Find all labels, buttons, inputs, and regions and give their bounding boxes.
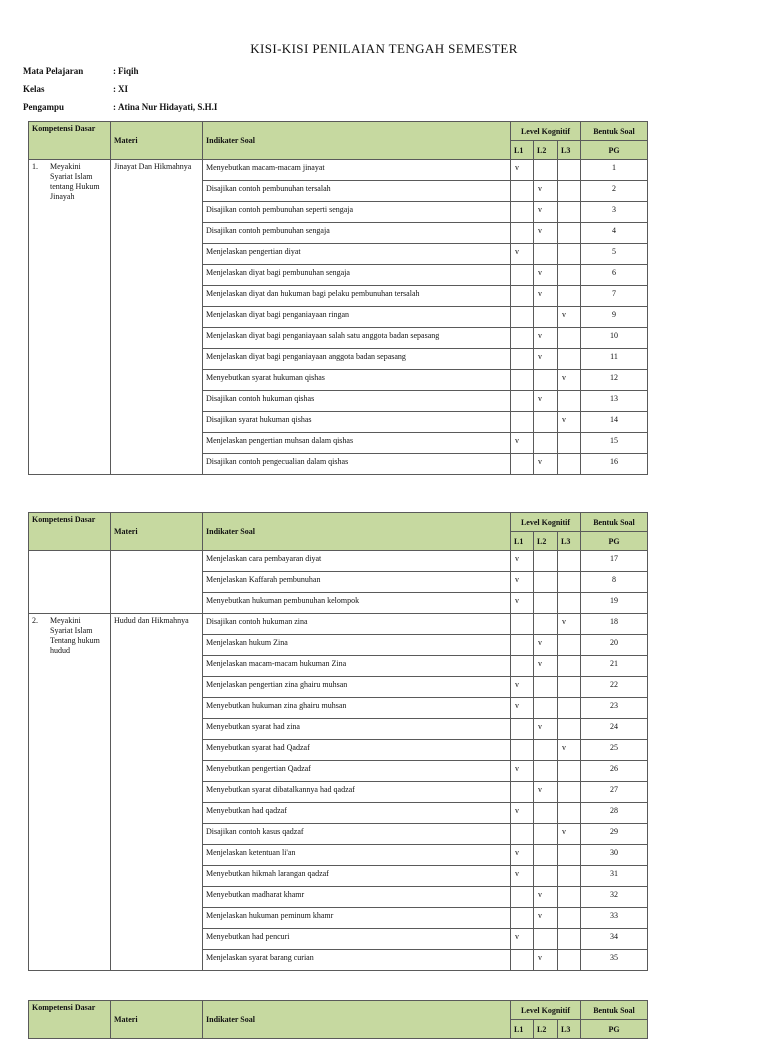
pg-number-cell: 22	[581, 677, 648, 698]
level-l3-cell	[558, 391, 581, 412]
table-body-2	[29, 551, 648, 971]
level-l1-cell: v	[511, 433, 534, 454]
level-l3-cell: v	[558, 412, 581, 433]
level-l1-cell	[511, 307, 534, 328]
header-indikator: Indikater Soal	[203, 1001, 511, 1039]
level-l3-cell	[558, 593, 581, 614]
pg-number-cell: 13	[581, 391, 648, 412]
header-kompetensi: Kompetensi Dasar	[29, 122, 111, 160]
level-l2-cell	[534, 845, 558, 866]
pg-number-cell: 27	[581, 782, 648, 803]
level-l3-cell	[558, 908, 581, 929]
indikator-cell: Menyebutkan had pencuri	[203, 929, 511, 950]
level-l1-cell	[511, 719, 534, 740]
pg-number-cell: 26	[581, 761, 648, 782]
level-l3-cell: v	[558, 307, 581, 328]
header-bentuk: Bentuk Soal	[581, 122, 648, 141]
header-level: Level Kognitif	[511, 513, 581, 532]
level-l2-cell: v	[534, 908, 558, 929]
meta-value: XI	[118, 84, 129, 94]
indikator-cell: Disajikan contoh kasus qadzaf	[203, 824, 511, 845]
level-l3-cell	[558, 286, 581, 307]
meta-label: Kelas	[23, 84, 45, 94]
level-l2-cell: v	[534, 349, 558, 370]
header-pg: PG	[581, 532, 648, 551]
indikator-cell: Menyebutkan madharat khamr	[203, 887, 511, 908]
document-title: KISI-KISI PENILAIAN TENGAH SEMESTER	[250, 41, 518, 56]
header-indikator: Indikater Soal	[203, 513, 511, 551]
level-l2-cell: v	[534, 328, 558, 349]
indikator-cell: Disajikan contoh hukuman zina	[203, 614, 511, 635]
header-l1: L1	[511, 1020, 534, 1039]
level-l1-cell	[511, 286, 534, 307]
level-l2-cell	[534, 929, 558, 950]
level-l2-cell: v	[534, 887, 558, 908]
level-l2-cell	[534, 244, 558, 265]
indikator-cell: Disajikan contoh pembunuhan seperti sengaja	[203, 202, 511, 223]
level-l1-cell: v	[511, 698, 534, 719]
level-l3-cell	[558, 551, 581, 572]
indikator-cell: Menyebutkan macam-macam jinayat	[203, 160, 511, 181]
header-l3: L3	[558, 1020, 581, 1039]
pg-number-cell: 10	[581, 328, 648, 349]
level-l1-cell	[511, 614, 534, 635]
indikator-cell: Disajikan contoh hukuman qishas	[203, 391, 511, 412]
level-l2-cell	[534, 593, 558, 614]
header-kompetensi: Kompetensi Dasar	[29, 513, 111, 551]
level-l2-cell	[534, 412, 558, 433]
level-l2-cell: v	[534, 656, 558, 677]
level-l3-cell	[558, 887, 581, 908]
header-bentuk: Bentuk Soal	[581, 1001, 648, 1020]
kompetensi-cell	[29, 614, 111, 971]
level-l1-cell: v	[511, 845, 534, 866]
level-l1-cell	[511, 656, 534, 677]
level-l2-cell: v	[534, 223, 558, 244]
pg-number-cell: 16	[581, 454, 648, 475]
indikator-cell: Disajikan contoh pembunuhan tersalah	[203, 181, 511, 202]
header-l1: L1	[511, 532, 534, 551]
level-l3-cell	[558, 181, 581, 202]
pg-number-cell: 28	[581, 803, 648, 824]
level-l1-cell: v	[511, 677, 534, 698]
level-l1-cell	[511, 265, 534, 286]
level-l2-cell: v	[534, 719, 558, 740]
level-l1-cell	[511, 391, 534, 412]
indikator-cell: Menjelaskan diyat dan hukuman bagi pelaku pembunuhan tersalah	[203, 286, 511, 307]
level-l2-cell	[534, 433, 558, 454]
header-bentuk: Bentuk Soal	[581, 513, 648, 532]
level-l3-cell	[558, 950, 581, 971]
pg-number-cell: 11	[581, 349, 648, 370]
pg-number-cell: 30	[581, 845, 648, 866]
level-l1-cell: v	[511, 803, 534, 824]
indikator-cell: Menyebutkan hikmah larangan qadzaf	[203, 866, 511, 887]
level-l2-cell: v	[534, 202, 558, 223]
level-l3-cell	[558, 929, 581, 950]
pg-number-cell: 19	[581, 593, 648, 614]
level-l2-cell	[534, 824, 558, 845]
header-l2: L2	[534, 1020, 558, 1039]
level-l3-cell: v	[558, 614, 581, 635]
indikator-cell: Menyebutkan syarat had zina	[203, 719, 511, 740]
indikator-cell: Menjelaskan cara pembayaran diyat	[203, 551, 511, 572]
header-l2: L2	[534, 141, 558, 160]
indikator-cell: Menjelaskan diyat bagi penganiayaan anggota badan sepasang	[203, 349, 511, 370]
level-l2-cell	[534, 572, 558, 593]
header-pg: PG	[581, 1020, 648, 1039]
pg-number-cell: 31	[581, 866, 648, 887]
kompetensi-text: Meyakini Syariat Islam Tentang hukum hudud	[50, 616, 100, 655]
pg-number-cell: 24	[581, 719, 648, 740]
table-row	[29, 614, 648, 635]
level-l2-cell: v	[534, 635, 558, 656]
indikator-cell: Menyebutkan hukuman zina ghairu muhsan	[203, 698, 511, 719]
level-l1-cell	[511, 824, 534, 845]
indikator-cell: Menyebutkan syarat dibatalkannya had qadzaf	[203, 782, 511, 803]
indikator-cell: Menyebutkan pengertian Qadzaf	[203, 761, 511, 782]
header-indikator: Indikater Soal	[203, 122, 511, 160]
level-l1-cell: v	[511, 866, 534, 887]
level-l2-cell: v	[534, 454, 558, 475]
materi-cell: Hudud dan Hikmahnya	[111, 614, 203, 971]
level-l3-cell	[558, 160, 581, 181]
level-l3-cell	[558, 635, 581, 656]
level-l3-cell	[558, 866, 581, 887]
header-level: Level Kognitif	[511, 1001, 581, 1020]
level-l2-cell: v	[534, 782, 558, 803]
meta-value: Fiqih	[118, 66, 139, 76]
indikator-cell: Menjelaskan syarat barang curian	[203, 950, 511, 971]
level-l3-cell: v	[558, 370, 581, 391]
level-l2-cell	[534, 866, 558, 887]
table-row	[29, 551, 648, 572]
level-l2-cell	[534, 614, 558, 635]
header-materi: Materi	[111, 1001, 203, 1039]
level-l1-cell: v	[511, 160, 534, 181]
level-l3-cell: v	[558, 740, 581, 761]
pg-number-cell: 29	[581, 824, 648, 845]
pg-number-cell: 23	[581, 698, 648, 719]
level-l2-cell: v	[534, 265, 558, 286]
pg-number-cell: 18	[581, 614, 648, 635]
indikator-cell: Menyebutkan hukuman pembunuhan kelompok	[203, 593, 511, 614]
level-l3-cell	[558, 656, 581, 677]
indikator-cell: Menjelaskan Kaffarah pembunuhan	[203, 572, 511, 593]
level-l2-cell	[534, 370, 558, 391]
header-kompetensi: Kompetensi Dasar	[29, 1001, 111, 1039]
header-l3: L3	[558, 532, 581, 551]
pg-number-cell: 33	[581, 908, 648, 929]
indikator-cell: Disajikan contoh pembunuhan sengaja	[203, 223, 511, 244]
kompetensi-cell	[29, 551, 111, 614]
level-l1-cell	[511, 370, 534, 391]
header-materi: Materi	[111, 513, 203, 551]
level-l3-cell	[558, 761, 581, 782]
indikator-cell: Menjelaskan macam-macam hukuman Zina	[203, 656, 511, 677]
materi-cell: Jinayat Dan Hikmahnya	[111, 160, 203, 475]
pg-number-cell: 20	[581, 635, 648, 656]
level-l2-cell	[534, 740, 558, 761]
grid-table-1	[28, 121, 648, 475]
table-row	[29, 160, 648, 181]
level-l1-cell: v	[511, 551, 534, 572]
level-l3-cell	[558, 244, 581, 265]
header-l1: L1	[511, 141, 534, 160]
header-pg: PG	[581, 141, 648, 160]
indikator-cell: Menjelaskan hukum Zina	[203, 635, 511, 656]
level-l3-cell	[558, 202, 581, 223]
level-l3-cell	[558, 328, 581, 349]
pg-number-cell: 8	[581, 572, 648, 593]
level-l3-cell	[558, 349, 581, 370]
pg-number-cell: 9	[581, 307, 648, 328]
pg-number-cell: 35	[581, 950, 648, 971]
level-l1-cell	[511, 908, 534, 929]
level-l2-cell: v	[534, 286, 558, 307]
level-l1-cell	[511, 412, 534, 433]
indikator-cell: Menyebutkan had qadzaf	[203, 803, 511, 824]
pg-number-cell: 3	[581, 202, 648, 223]
indikator-cell: Menjelaskan pengertian diyat	[203, 244, 511, 265]
header-level: Level Kognitif	[511, 122, 581, 141]
level-l3-cell	[558, 782, 581, 803]
kompetensi-number: 1.	[32, 162, 38, 171]
level-l3-cell: v	[558, 824, 581, 845]
level-l2-cell: v	[534, 181, 558, 202]
level-l1-cell	[511, 950, 534, 971]
kompetensi-number: 2.	[32, 616, 38, 625]
indikator-cell: Menjelaskan pengertian muhsan dalam qishas	[203, 433, 511, 454]
pg-number-cell: 17	[581, 551, 648, 572]
level-l1-cell	[511, 202, 534, 223]
header-materi: Materi	[111, 122, 203, 160]
level-l2-cell	[534, 307, 558, 328]
pg-number-cell: 32	[581, 887, 648, 908]
level-l3-cell	[558, 719, 581, 740]
level-l3-cell	[558, 803, 581, 824]
level-l1-cell: v	[511, 929, 534, 950]
indikator-cell: Menjelaskan diyat bagi pembunuhan sengaja	[203, 265, 511, 286]
meta-value: Atina Nur Hidayati, S.H.I	[118, 102, 218, 112]
level-l2-cell	[534, 677, 558, 698]
pg-number-cell: 7	[581, 286, 648, 307]
level-l1-cell	[511, 635, 534, 656]
level-l2-cell: v	[534, 950, 558, 971]
level-l1-cell	[511, 223, 534, 244]
level-l3-cell	[558, 572, 581, 593]
level-l1-cell	[511, 887, 534, 908]
kompetensi-text: Meyakini Syariat Islam tentang Hukum Jinayah	[50, 162, 100, 201]
pg-number-cell: 21	[581, 656, 648, 677]
pg-number-cell: 4	[581, 223, 648, 244]
level-l1-cell: v	[511, 244, 534, 265]
pg-number-cell: 1	[581, 160, 648, 181]
indikator-cell: Menjelaskan diyat bagi penganiayaan salah satu anggota badan sepasang	[203, 328, 511, 349]
level-l3-cell	[558, 265, 581, 286]
indikator-cell: Menjelaskan pengertian zina ghairu muhsan	[203, 677, 511, 698]
table-body-1	[29, 160, 648, 475]
level-l2-cell	[534, 761, 558, 782]
indikator-cell: Menjelaskan diyat bagi penganiayaan ringan	[203, 307, 511, 328]
pg-number-cell: 5	[581, 244, 648, 265]
kompetensi-cell	[29, 160, 111, 475]
indikator-cell: Disajikan syarat hukuman qishas	[203, 412, 511, 433]
indikator-cell: Menjelaskan ketentuan li'an	[203, 845, 511, 866]
level-l3-cell	[558, 845, 581, 866]
materi-cell	[111, 551, 203, 614]
level-l3-cell	[558, 223, 581, 244]
level-l2-cell	[534, 551, 558, 572]
pg-number-cell: 6	[581, 265, 648, 286]
level-l1-cell	[511, 181, 534, 202]
level-l2-cell	[534, 698, 558, 719]
level-l1-cell	[511, 740, 534, 761]
indikator-cell: Menjelaskan hukuman peminum khamr	[203, 908, 511, 929]
level-l3-cell	[558, 698, 581, 719]
pg-number-cell: 25	[581, 740, 648, 761]
level-l1-cell	[511, 328, 534, 349]
level-l1-cell	[511, 454, 534, 475]
level-l3-cell	[558, 433, 581, 454]
level-l3-cell	[558, 677, 581, 698]
header-l2: L2	[534, 532, 558, 551]
indikator-cell: Menyebutkan syarat had Qadzaf	[203, 740, 511, 761]
level-l1-cell: v	[511, 761, 534, 782]
pg-number-cell: 12	[581, 370, 648, 391]
pg-number-cell: 14	[581, 412, 648, 433]
pg-number-cell: 34	[581, 929, 648, 950]
level-l1-cell: v	[511, 572, 534, 593]
indikator-cell: Disajikan contoh pengecualian dalam qishas	[203, 454, 511, 475]
level-l1-cell	[511, 782, 534, 803]
header-l3: L3	[558, 141, 581, 160]
meta-label: Pengampu	[23, 102, 65, 112]
level-l2-cell	[534, 160, 558, 181]
pg-number-cell: 15	[581, 433, 648, 454]
pg-number-cell: 2	[581, 181, 648, 202]
level-l1-cell	[511, 349, 534, 370]
level-l1-cell: v	[511, 593, 534, 614]
indikator-cell: Menyebutkan syarat hukuman qishas	[203, 370, 511, 391]
level-l2-cell: v	[534, 391, 558, 412]
level-l2-cell	[534, 803, 558, 824]
grid-table-3	[28, 1000, 648, 1039]
meta-label: Mata Pelajaran	[23, 66, 84, 76]
level-l3-cell	[558, 454, 581, 475]
grid-table-2	[28, 512, 648, 971]
